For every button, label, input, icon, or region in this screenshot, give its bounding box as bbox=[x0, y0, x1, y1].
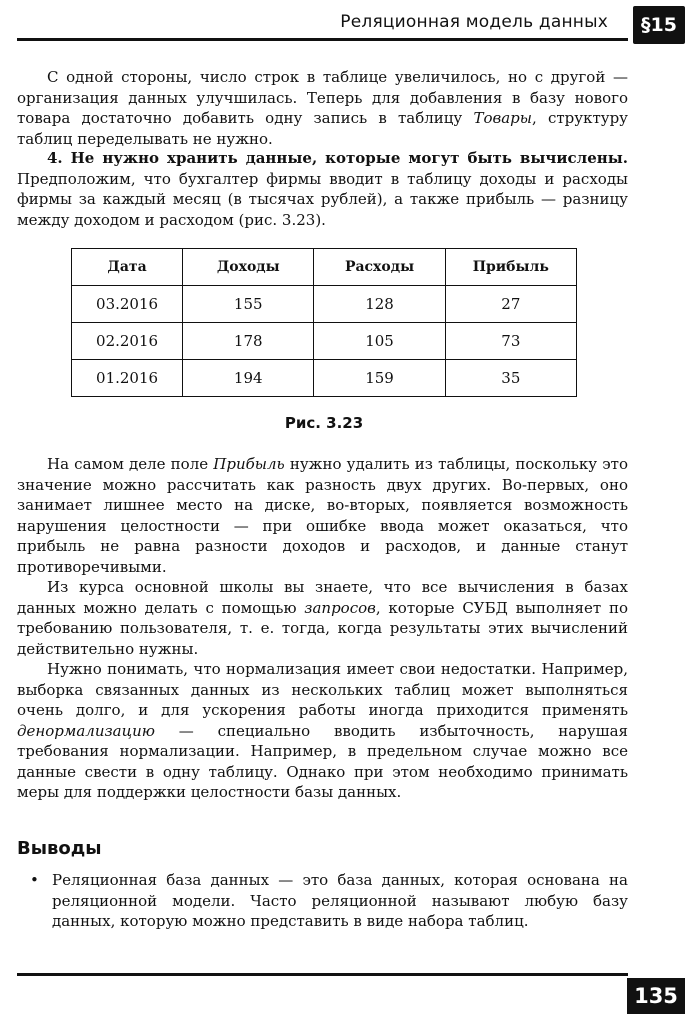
column-header-date: Дата bbox=[72, 249, 183, 286]
section-badge: §15 bbox=[633, 6, 685, 44]
page-number: 135 bbox=[627, 978, 685, 1014]
table-cell: 73 bbox=[445, 323, 576, 360]
column-header-expenses: Расходы bbox=[314, 249, 445, 286]
paragraph-text: — специально вводить избыточность, нарушая требования нормализации. Например, в предельном случае можно все данные свести в одну таблицу. Однако при этом необходимо принимать меры для поддержки целостности базы данных. bbox=[17, 721, 628, 801]
paragraph-text: нужно удалить из таблицы, поскольку это значение можно рассчитать как разность двух других. Во-первых, оно занимает лишнее место на диске, во-вторых, появляется возможность нарушения целостности — при ошибке ввода может оказаться, что прибыль не равна разности доходов и расходов, и данные станут противоречивыми. bbox=[17, 455, 628, 576]
term-zaprosov: запросов bbox=[304, 598, 376, 617]
rule-heading: 4. Не нужно хранить данные, которые могут быть вычислены. bbox=[47, 149, 628, 167]
paragraph-text: , которые СУБД выполняет по требованию пользователя, т. е. тогда, когда результаты этих вычислений действительно нужны. bbox=[17, 598, 628, 658]
paragraph-text: Нужно понимать, что нормализация имеет свои недостатки. Например, выборка связанных данных из нескольких таблиц может выполняться очень долго, и для ускорения работы иногда приходится применять bbox=[17, 660, 628, 719]
paragraph-rows-increase bbox=[17, 67, 628, 149]
bullet-text: Реляционная база данных — это база данных, которая основана на реляционной модели. Часто реляционной называют любую базу данных, которую можно представить в виде набора таблиц. bbox=[52, 871, 628, 930]
table-cell: 155 bbox=[183, 286, 314, 323]
table-header-row bbox=[72, 249, 577, 286]
column-header-profit: Прибыль bbox=[445, 249, 576, 286]
running-header-title: Реляционная модель данных bbox=[340, 12, 608, 32]
paragraph-text: На самом деле поле bbox=[47, 455, 214, 473]
summary-bullet-item bbox=[30, 870, 628, 932]
paragraph-queries bbox=[17, 577, 628, 659]
table-row bbox=[72, 323, 577, 360]
table-cell: 27 bbox=[445, 286, 576, 323]
table-cell: 178 bbox=[183, 323, 314, 360]
term-pribyl: Прибыль bbox=[213, 455, 285, 473]
table-cell: 01.2016 bbox=[72, 360, 183, 397]
table-cell: 194 bbox=[183, 360, 314, 397]
table-row bbox=[72, 286, 577, 323]
table-cell: 159 bbox=[314, 360, 445, 397]
bullet-icon: • bbox=[30, 871, 39, 889]
paragraph-denormalization bbox=[17, 659, 628, 803]
paragraph-text: Предположим, что бухгалтер фирмы вводит в таблицу доходы и расходы фирмы за каждый месяц (в тысячах рублей), а также прибыль — разницу между доходом и расходом (рис. 3.23). bbox=[17, 169, 628, 229]
paragraph-rule-4 bbox=[17, 148, 628, 230]
table-cell: 02.2016 bbox=[72, 323, 183, 360]
term-denormalizaciyu: денормализацию bbox=[17, 721, 155, 740]
paragraph-text: Из курса основной школы вы знаете, что все вычисления в базах данных можно делать с помощью bbox=[17, 578, 628, 617]
header-rule bbox=[17, 38, 628, 41]
paragraph-text: С одной стороны, число строк в таблице увеличилось, но с другой — организация данных улучшилась. Теперь для добавления в базу нового товара достаточно добавить одну запись в таблицу bbox=[17, 68, 628, 127]
footer-rule bbox=[17, 973, 628, 976]
term-tovary: Товары bbox=[473, 109, 532, 127]
summary-heading: Выводы bbox=[17, 838, 102, 859]
table-cell: 35 bbox=[445, 360, 576, 397]
paragraph-text: , структуру таблиц переделывать не нужно. bbox=[17, 109, 628, 148]
paragraph-profit-field bbox=[17, 454, 628, 577]
table-row bbox=[72, 360, 577, 397]
table-cell: 105 bbox=[314, 323, 445, 360]
table-cell: 03.2016 bbox=[72, 286, 183, 323]
table-cell: 128 bbox=[314, 286, 445, 323]
finance-table bbox=[71, 248, 577, 397]
figure-caption: Рис. 3.23 bbox=[284, 414, 364, 432]
column-header-income: Доходы bbox=[183, 249, 314, 286]
